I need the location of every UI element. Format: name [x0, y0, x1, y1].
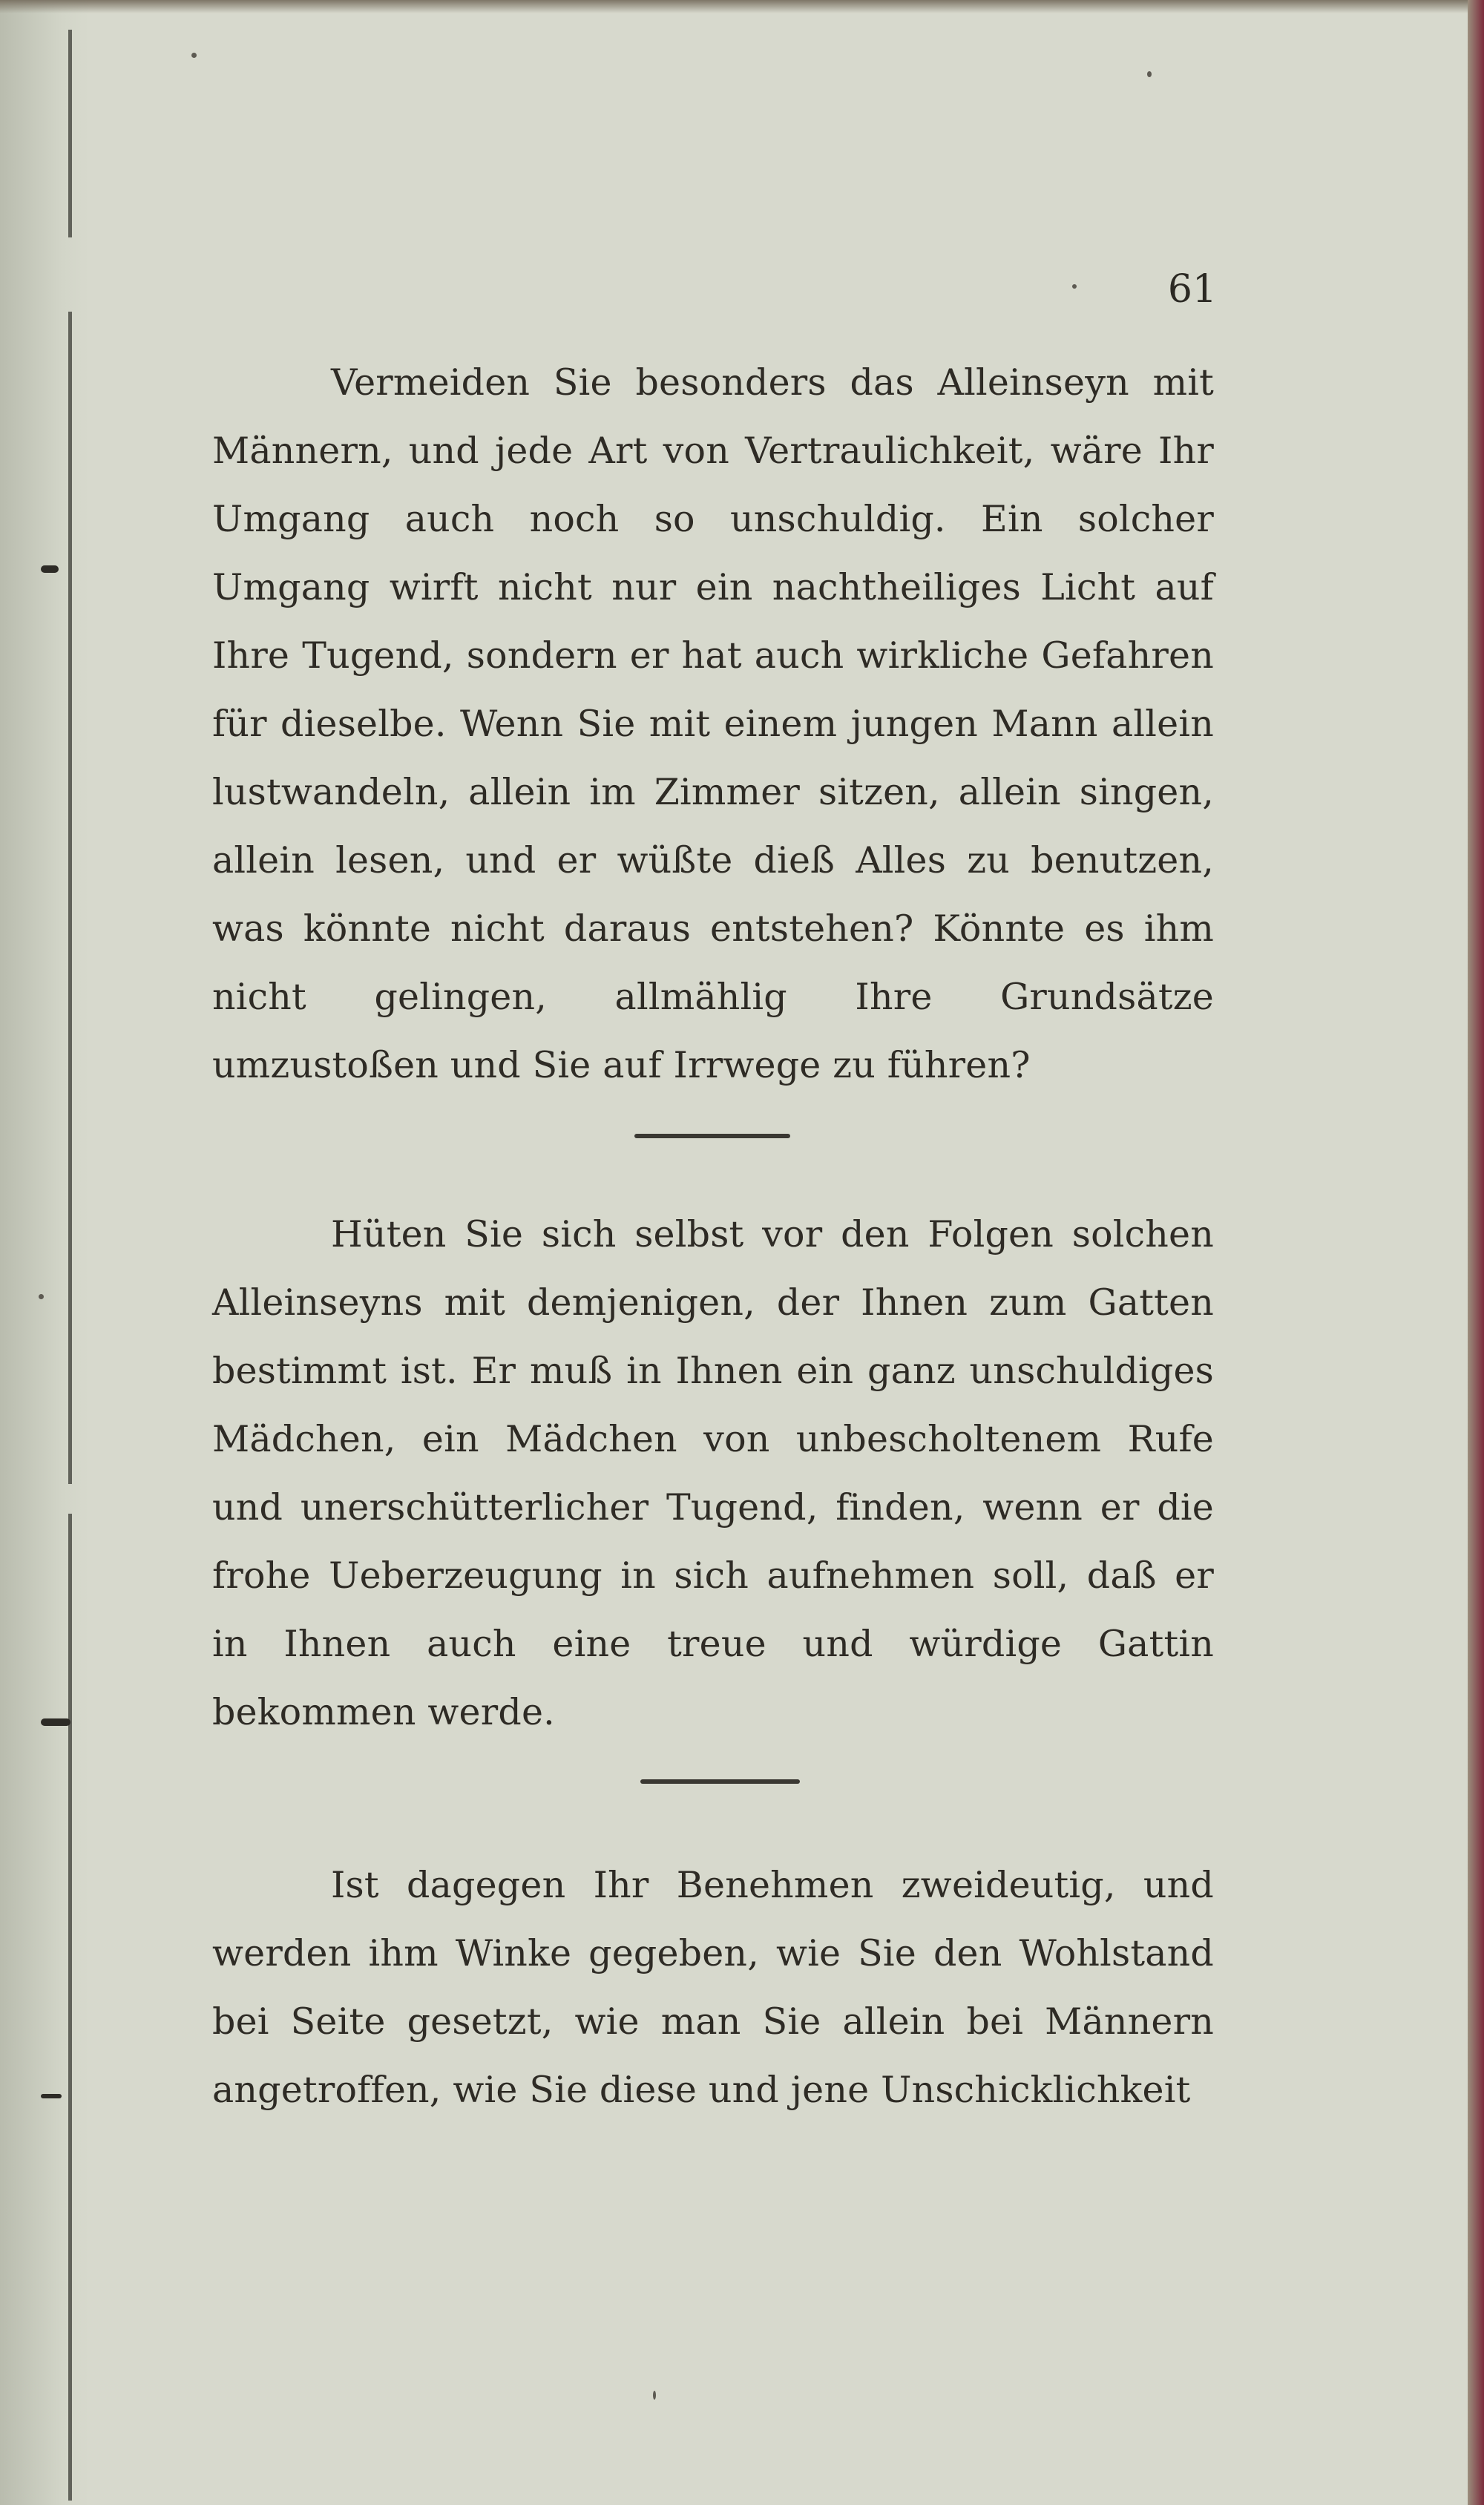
paper-speck: [653, 2391, 656, 2400]
page-top-edge: [0, 0, 1484, 13]
paper-speck: [191, 53, 197, 58]
page-right-edge: [1468, 0, 1484, 2505]
binding-thread-mark: [41, 565, 59, 573]
section-divider: [634, 1134, 790, 1138]
paragraph-1: Vermeiden Sie besonders das Alleinseyn mit Männern, und jede Art von Vertraulichkeit, wäre Ihr Umgang auch noch so unschuldig. Ein solcher Umgang wirft nicht nur ein nachtheiliges Licht auf Ihre Tugend, sondern er hat auch wirkliche Gefahren für dieselbe. Wenn Sie mit einem jungen Mann allein lustwandeln, allein im Zimmer sitzen, allein singen, allein lesen, und er wüßte dieß Alles zu benutzen, was könnte nicht daraus entstehen? Könnte es ihm nicht gelingen, allmählig Ihre Grundsätze umzustoßen und Sie auf Irrwege zu führen?: [212, 361, 1214, 1086]
binding-line: [68, 1514, 72, 2501]
paper-speck: [1147, 71, 1152, 77]
binding-thread-mark: [41, 1718, 70, 1726]
page-number: 61: [1167, 267, 1217, 312]
paper-speck: [39, 1294, 44, 1299]
binding-line: [68, 312, 72, 1484]
binding-line: [68, 30, 72, 237]
paragraph-3: Ist dagegen Ihr Benehmen zweideutig, und werden ihm Winke gegeben, wie Sie den Wohlstand bei Seite gesetzt, wie man Sie allein bei Männern angetroffen, wie Sie diese und jene Unschicklichkeit: [212, 1864, 1214, 2111]
paragraph-2: Hüten Sie sich selbst vor den Folgen solchen Alleinseyns mit demjenigen, der Ihnen zum Gatten bestimmt ist. Er muß in Ihnen ein ganz unschuldiges Mädchen, ein Mädchen von unbescholtenem Rufe und unerschütterlicher Tugend, finden, wenn er die frohe Ueberzeugung in sich aufnehmen soll, daß er in Ihnen auch eine treue und würdige Gattin bekommen werde.: [212, 1213, 1214, 1733]
paper-speck: [1072, 284, 1077, 289]
section-divider: [640, 1779, 800, 1784]
binding-thread-mark: [41, 2094, 62, 2098]
page-gutter-shadow: [0, 0, 89, 2505]
